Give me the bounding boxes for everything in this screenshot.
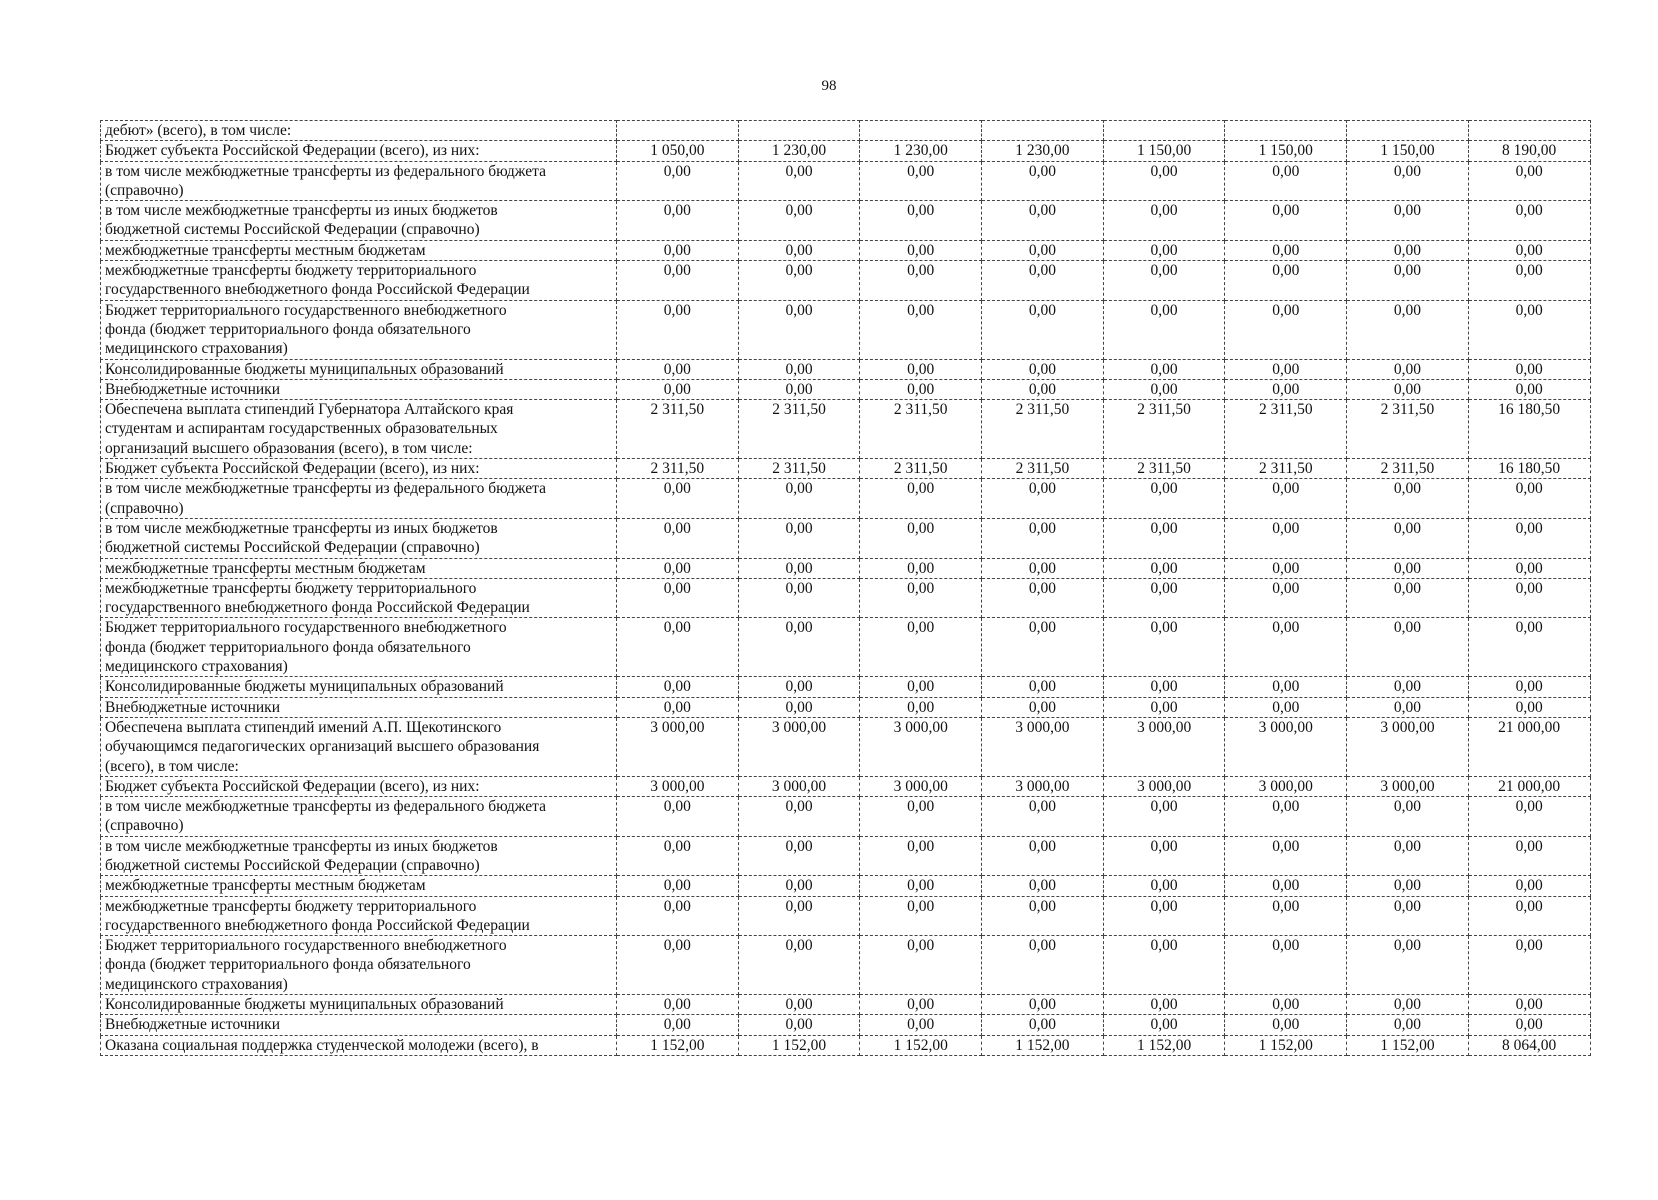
row-value-1: 0,00: [617, 240, 739, 260]
row-value-8: [1468, 121, 1590, 141]
row-value-7: 2 311,50: [1347, 459, 1469, 479]
row-label: Консолидированные бюджеты муниципальных образований: [101, 995, 617, 1015]
row-value-8: 0,00: [1468, 836, 1590, 876]
row-value-4: 0,00: [982, 618, 1104, 677]
table-row: [101, 836, 1591, 876]
row-label: Консолидированные бюджеты муниципальных образований: [101, 359, 617, 379]
row-value-5: 1 152,00: [1103, 1035, 1225, 1055]
row-value-2: 0,00: [738, 896, 860, 936]
row-value-7: 0,00: [1347, 201, 1469, 241]
row-value-6: 3 000,00: [1225, 776, 1347, 796]
table-row: [101, 141, 1591, 161]
table-row: [101, 677, 1591, 697]
table-row: [101, 697, 1591, 717]
row-value-7: 0,00: [1347, 518, 1469, 558]
row-value-2: 0,00: [738, 836, 860, 876]
row-value-7: 0,00: [1347, 578, 1469, 618]
table-row: [101, 876, 1591, 896]
row-value-5: 0,00: [1103, 896, 1225, 936]
row-value-2: 0,00: [738, 161, 860, 201]
row-value-6: 0,00: [1225, 618, 1347, 677]
row-value-5: 0,00: [1103, 261, 1225, 301]
row-value-5: 0,00: [1103, 697, 1225, 717]
row-value-1: 1 050,00: [617, 141, 739, 161]
table-row: [101, 479, 1591, 519]
row-value-6: 0,00: [1225, 836, 1347, 876]
row-value-6: 0,00: [1225, 240, 1347, 260]
row-value-2: 2 311,50: [738, 400, 860, 459]
table-row: [101, 995, 1591, 1015]
row-value-7: 0,00: [1347, 836, 1469, 876]
row-value-7: [1347, 121, 1469, 141]
row-value-6: 0,00: [1225, 161, 1347, 201]
row-value-2: 2 311,50: [738, 459, 860, 479]
row-value-5: 0,00: [1103, 995, 1225, 1015]
row-label: межбюджетные трансферты местным бюджетам: [101, 240, 617, 260]
row-value-6: 0,00: [1225, 896, 1347, 936]
row-value-3: 0,00: [860, 558, 982, 578]
row-value-8: 0,00: [1468, 936, 1590, 995]
row-value-7: 1 150,00: [1347, 141, 1469, 161]
row-value-2: 0,00: [738, 379, 860, 399]
row-value-2: 0,00: [738, 300, 860, 359]
table-row: [101, 400, 1591, 459]
row-value-3: 0,00: [860, 896, 982, 936]
row-value-4: 3 000,00: [982, 717, 1104, 776]
row-value-6: 0,00: [1225, 995, 1347, 1015]
row-value-2: 3 000,00: [738, 717, 860, 776]
row-value-7: 3 000,00: [1347, 717, 1469, 776]
row-label: Бюджет территориального государственного внебюджетного фонда (бюджет территориального фонда обязательного медицинского страхования): [101, 618, 617, 677]
row-value-3: [860, 121, 982, 141]
row-value-2: [738, 121, 860, 141]
row-value-8: 0,00: [1468, 797, 1590, 837]
row-value-1: 0,00: [617, 518, 739, 558]
row-value-5: 0,00: [1103, 359, 1225, 379]
row-value-1: 0,00: [617, 797, 739, 837]
row-value-1: 2 311,50: [617, 400, 739, 459]
row-value-6: 0,00: [1225, 677, 1347, 697]
row-value-3: 1 152,00: [860, 1035, 982, 1055]
row-value-6: 0,00: [1225, 261, 1347, 301]
row-value-2: 0,00: [738, 876, 860, 896]
row-value-3: 0,00: [860, 995, 982, 1015]
row-value-2: 0,00: [738, 797, 860, 837]
row-value-7: 0,00: [1347, 995, 1469, 1015]
row-value-4: 0,00: [982, 261, 1104, 301]
row-value-5: 0,00: [1103, 578, 1225, 618]
row-value-5: 0,00: [1103, 240, 1225, 260]
row-value-1: 1 152,00: [617, 1035, 739, 1055]
row-value-8: 16 180,50: [1468, 400, 1590, 459]
row-value-4: 0,00: [982, 836, 1104, 876]
row-value-3: 0,00: [860, 697, 982, 717]
row-value-1: [617, 121, 739, 141]
row-value-2: 3 000,00: [738, 776, 860, 796]
row-value-4: 0,00: [982, 558, 1104, 578]
row-value-8: 0,00: [1468, 379, 1590, 399]
table-row: [101, 121, 1591, 141]
table-row: [101, 936, 1591, 995]
row-value-3: 3 000,00: [860, 776, 982, 796]
row-value-6: 0,00: [1225, 1015, 1347, 1035]
row-label: в том числе межбюджетные трансферты из федерального бюджета (справочно): [101, 161, 617, 201]
row-value-5: 0,00: [1103, 618, 1225, 677]
row-value-3: 0,00: [860, 479, 982, 519]
row-value-6: 0,00: [1225, 300, 1347, 359]
row-value-5: 2 311,50: [1103, 400, 1225, 459]
table-row: [101, 618, 1591, 677]
row-value-2: 0,00: [738, 936, 860, 995]
row-value-5: 0,00: [1103, 300, 1225, 359]
row-label: Консолидированные бюджеты муниципальных образований: [101, 677, 617, 697]
row-value-2: 0,00: [738, 359, 860, 379]
row-value-3: 0,00: [860, 1015, 982, 1035]
row-value-8: 8 064,00: [1468, 1035, 1590, 1055]
row-value-3: 0,00: [860, 797, 982, 837]
row-value-1: 2 311,50: [617, 459, 739, 479]
row-value-8: 0,00: [1468, 995, 1590, 1015]
table-row: [101, 558, 1591, 578]
row-value-3: 0,00: [860, 161, 982, 201]
row-value-5: 0,00: [1103, 876, 1225, 896]
row-value-8: 0,00: [1468, 161, 1590, 201]
row-label: в том числе межбюджетные трансферты из иных бюджетов бюджетной системы Российской Федерации (справочно): [101, 201, 617, 241]
row-label: в том числе межбюджетные трансферты из иных бюджетов бюджетной системы Российской Федерации (справочно): [101, 518, 617, 558]
row-value-7: 3 000,00: [1347, 776, 1469, 796]
row-label: в том числе межбюджетные трансферты из федерального бюджета (справочно): [101, 479, 617, 519]
row-value-5: 0,00: [1103, 558, 1225, 578]
row-value-7: 0,00: [1347, 161, 1469, 201]
row-value-5: [1103, 121, 1225, 141]
row-value-2: 0,00: [738, 618, 860, 677]
row-value-5: 3 000,00: [1103, 717, 1225, 776]
row-value-4: 1 230,00: [982, 141, 1104, 161]
row-value-3: 3 000,00: [860, 717, 982, 776]
row-label: Внебюджетные источники: [101, 1015, 617, 1035]
row-value-2: 0,00: [738, 995, 860, 1015]
table-row: [101, 300, 1591, 359]
row-label: Бюджет территориального государственного внебюджетного фонда (бюджет территориального фонда обязательного медицинского страхования): [101, 300, 617, 359]
row-value-7: 0,00: [1347, 1015, 1469, 1035]
row-value-8: 16 180,50: [1468, 459, 1590, 479]
row-value-7: 0,00: [1347, 936, 1469, 995]
row-value-6: 0,00: [1225, 936, 1347, 995]
row-value-7: 0,00: [1347, 677, 1469, 697]
table-row: [101, 896, 1591, 936]
row-value-2: 0,00: [738, 1015, 860, 1035]
row-value-4: 0,00: [982, 697, 1104, 717]
row-value-1: 0,00: [617, 995, 739, 1015]
row-value-1: 0,00: [617, 379, 739, 399]
table-body: [101, 121, 1591, 1056]
row-value-3: 0,00: [860, 300, 982, 359]
budget-table: [100, 120, 1591, 1056]
table-row: [101, 797, 1591, 837]
row-label: дебют» (всего), в том числе:: [101, 121, 617, 141]
table-row: [101, 240, 1591, 260]
row-label: Бюджет территориального государственного внебюджетного фонда (бюджет территориального фонда обязательного медицинского страхования): [101, 936, 617, 995]
row-label: Бюджет субъекта Российской Федерации (всего), из них:: [101, 141, 617, 161]
row-value-4: 0,00: [982, 518, 1104, 558]
row-value-5: 0,00: [1103, 836, 1225, 876]
row-value-6: 0,00: [1225, 876, 1347, 896]
row-value-7: 0,00: [1347, 240, 1469, 260]
row-value-7: 0,00: [1347, 558, 1469, 578]
row-value-6: [1225, 121, 1347, 141]
table-row: [101, 379, 1591, 399]
row-value-8: 0,00: [1468, 558, 1590, 578]
row-value-1: 0,00: [617, 896, 739, 936]
row-value-2: 0,00: [738, 240, 860, 260]
table-row: [101, 776, 1591, 796]
row-value-7: 0,00: [1347, 697, 1469, 717]
row-value-3: 0,00: [860, 261, 982, 301]
row-label: Бюджет субъекта Российской Федерации (всего), из них:: [101, 459, 617, 479]
row-value-1: 0,00: [617, 677, 739, 697]
row-value-3: 0,00: [860, 936, 982, 995]
row-value-4: 0,00: [982, 359, 1104, 379]
row-value-3: 0,00: [860, 240, 982, 260]
row-label: Внебюджетные источники: [101, 379, 617, 399]
row-value-2: 0,00: [738, 201, 860, 241]
row-label: межбюджетные трансферты бюджету территориального государственного внебюджетного фонда Российской Федерации: [101, 578, 617, 618]
row-value-1: 0,00: [617, 201, 739, 241]
row-value-4: 0,00: [982, 1015, 1104, 1035]
row-value-8: 21 000,00: [1468, 717, 1590, 776]
row-value-4: 2 311,50: [982, 400, 1104, 459]
row-value-7: 0,00: [1347, 479, 1469, 519]
row-value-8: 0,00: [1468, 240, 1590, 260]
row-value-7: 0,00: [1347, 359, 1469, 379]
row-value-6: 3 000,00: [1225, 717, 1347, 776]
row-label: межбюджетные трансферты бюджету территориального государственного внебюджетного фонда Российской Федерации: [101, 261, 617, 301]
row-value-3: 0,00: [860, 359, 982, 379]
row-value-8: 0,00: [1468, 618, 1590, 677]
row-value-1: 0,00: [617, 876, 739, 896]
row-value-2: 0,00: [738, 578, 860, 618]
row-value-8: 8 190,00: [1468, 141, 1590, 161]
row-value-3: 2 311,50: [860, 459, 982, 479]
row-value-8: 0,00: [1468, 697, 1590, 717]
row-value-6: 0,00: [1225, 518, 1347, 558]
row-value-5: 2 311,50: [1103, 459, 1225, 479]
row-value-6: 0,00: [1225, 379, 1347, 399]
row-value-8: 0,00: [1468, 876, 1590, 896]
row-value-4: [982, 121, 1104, 141]
row-value-5: 0,00: [1103, 677, 1225, 697]
row-label: Обеспечена выплата стипендий Губернатора Алтайского края студентам и аспирантам государственных образовательных организаций высшего образования (всего), в том числе:: [101, 400, 617, 459]
row-value-1: 0,00: [617, 261, 739, 301]
row-value-4: 0,00: [982, 240, 1104, 260]
row-value-7: 0,00: [1347, 896, 1469, 936]
row-value-3: 1 230,00: [860, 141, 982, 161]
row-value-4: 0,00: [982, 379, 1104, 399]
row-value-8: 0,00: [1468, 896, 1590, 936]
row-value-1: 0,00: [617, 161, 739, 201]
row-value-5: 0,00: [1103, 797, 1225, 837]
row-value-4: 0,00: [982, 995, 1104, 1015]
table-row: [101, 201, 1591, 241]
row-value-5: 3 000,00: [1103, 776, 1225, 796]
table-row: [101, 261, 1591, 301]
row-value-4: 0,00: [982, 936, 1104, 995]
row-value-1: 3 000,00: [617, 717, 739, 776]
row-value-8: 0,00: [1468, 479, 1590, 519]
row-value-6: 2 311,50: [1225, 400, 1347, 459]
row-value-2: 0,00: [738, 518, 860, 558]
row-value-3: 0,00: [860, 876, 982, 896]
row-value-8: 0,00: [1468, 677, 1590, 697]
row-value-5: 0,00: [1103, 161, 1225, 201]
row-value-1: 0,00: [617, 836, 739, 876]
row-value-1: 0,00: [617, 1015, 739, 1035]
row-value-4: 0,00: [982, 677, 1104, 697]
row-value-3: 0,00: [860, 836, 982, 876]
row-value-5: 0,00: [1103, 201, 1225, 241]
row-value-8: 0,00: [1468, 518, 1590, 558]
row-value-6: 0,00: [1225, 697, 1347, 717]
row-value-7: 0,00: [1347, 618, 1469, 677]
row-value-8: 0,00: [1468, 300, 1590, 359]
row-value-8: 0,00: [1468, 359, 1590, 379]
row-value-1: 0,00: [617, 359, 739, 379]
page-number: 98: [821, 78, 837, 94]
row-value-3: 0,00: [860, 518, 982, 558]
row-label: Бюджет субъекта Российской Федерации (всего), из них:: [101, 776, 617, 796]
row-value-6: 1 152,00: [1225, 1035, 1347, 1055]
row-value-5: 0,00: [1103, 518, 1225, 558]
row-label: Обеспечена выплата стипендий имений А.П. Щекотинского обучающимся педагогических организаций высшего образования (всего), в том числе:: [101, 717, 617, 776]
row-value-7: 0,00: [1347, 261, 1469, 301]
row-value-6: 0,00: [1225, 479, 1347, 519]
row-value-6: 0,00: [1225, 578, 1347, 618]
table-row: [101, 518, 1591, 558]
row-value-2: 1 230,00: [738, 141, 860, 161]
row-value-6: 0,00: [1225, 359, 1347, 379]
row-value-3: 0,00: [860, 677, 982, 697]
row-value-6: 1 150,00: [1225, 141, 1347, 161]
row-value-5: 1 150,00: [1103, 141, 1225, 161]
row-value-4: 2 311,50: [982, 459, 1104, 479]
row-value-2: 0,00: [738, 697, 860, 717]
row-value-6: 0,00: [1225, 558, 1347, 578]
table-row: [101, 717, 1591, 776]
row-value-2: 0,00: [738, 479, 860, 519]
row-value-1: 0,00: [617, 618, 739, 677]
row-value-2: 0,00: [738, 261, 860, 301]
table-row: [101, 161, 1591, 201]
row-value-1: 0,00: [617, 479, 739, 519]
row-value-5: 0,00: [1103, 936, 1225, 995]
row-value-3: 0,00: [860, 201, 982, 241]
row-value-8: 0,00: [1468, 261, 1590, 301]
row-value-8: 0,00: [1468, 1015, 1590, 1035]
row-value-7: 2 311,50: [1347, 400, 1469, 459]
row-value-1: 3 000,00: [617, 776, 739, 796]
row-value-4: 0,00: [982, 896, 1104, 936]
row-value-3: 0,00: [860, 379, 982, 399]
row-value-7: 0,00: [1347, 876, 1469, 896]
row-value-5: 0,00: [1103, 1015, 1225, 1035]
row-value-8: 0,00: [1468, 578, 1590, 618]
row-label: Внебюджетные источники: [101, 697, 617, 717]
row-value-7: 0,00: [1347, 300, 1469, 359]
table-row: [101, 1035, 1591, 1055]
row-value-2: 0,00: [738, 558, 860, 578]
row-value-4: 0,00: [982, 300, 1104, 359]
row-value-3: 2 311,50: [860, 400, 982, 459]
row-label: в том числе межбюджетные трансферты из иных бюджетов бюджетной системы Российской Федерации (справочно): [101, 836, 617, 876]
row-value-7: 0,00: [1347, 379, 1469, 399]
row-value-4: 0,00: [982, 876, 1104, 896]
row-value-3: 0,00: [860, 578, 982, 618]
row-value-5: 0,00: [1103, 479, 1225, 519]
row-value-4: 3 000,00: [982, 776, 1104, 796]
row-value-4: 0,00: [982, 201, 1104, 241]
row-label: межбюджетные трансферты местным бюджетам: [101, 558, 617, 578]
row-label: межбюджетные трансферты местным бюджетам: [101, 876, 617, 896]
row-label: в том числе межбюджетные трансферты из федерального бюджета (справочно): [101, 797, 617, 837]
row-value-4: 0,00: [982, 479, 1104, 519]
row-value-4: 0,00: [982, 578, 1104, 618]
row-value-1: 0,00: [617, 300, 739, 359]
row-value-4: 1 152,00: [982, 1035, 1104, 1055]
row-value-1: 0,00: [617, 578, 739, 618]
row-value-6: 2 311,50: [1225, 459, 1347, 479]
table-row: [101, 1015, 1591, 1035]
row-value-2: 1 152,00: [738, 1035, 860, 1055]
row-value-1: 0,00: [617, 936, 739, 995]
row-label: межбюджетные трансферты бюджету территориального государственного внебюджетного фонда Российской Федерации: [101, 896, 617, 936]
row-value-4: 0,00: [982, 161, 1104, 201]
row-value-6: 0,00: [1225, 797, 1347, 837]
row-value-6: 0,00: [1225, 201, 1347, 241]
row-value-8: 21 000,00: [1468, 776, 1590, 796]
row-label: Оказана социальная поддержка студенческой молодежи (всего), в: [101, 1035, 617, 1055]
row-value-4: 0,00: [982, 797, 1104, 837]
table-row: [101, 459, 1591, 479]
row-value-5: 0,00: [1103, 379, 1225, 399]
row-value-1: 0,00: [617, 697, 739, 717]
row-value-2: 0,00: [738, 677, 860, 697]
row-value-7: 0,00: [1347, 797, 1469, 837]
row-value-3: 0,00: [860, 618, 982, 677]
row-value-8: 0,00: [1468, 201, 1590, 241]
table-row: [101, 578, 1591, 618]
row-value-1: 0,00: [617, 558, 739, 578]
table-row: [101, 359, 1591, 379]
row-value-7: 1 152,00: [1347, 1035, 1469, 1055]
